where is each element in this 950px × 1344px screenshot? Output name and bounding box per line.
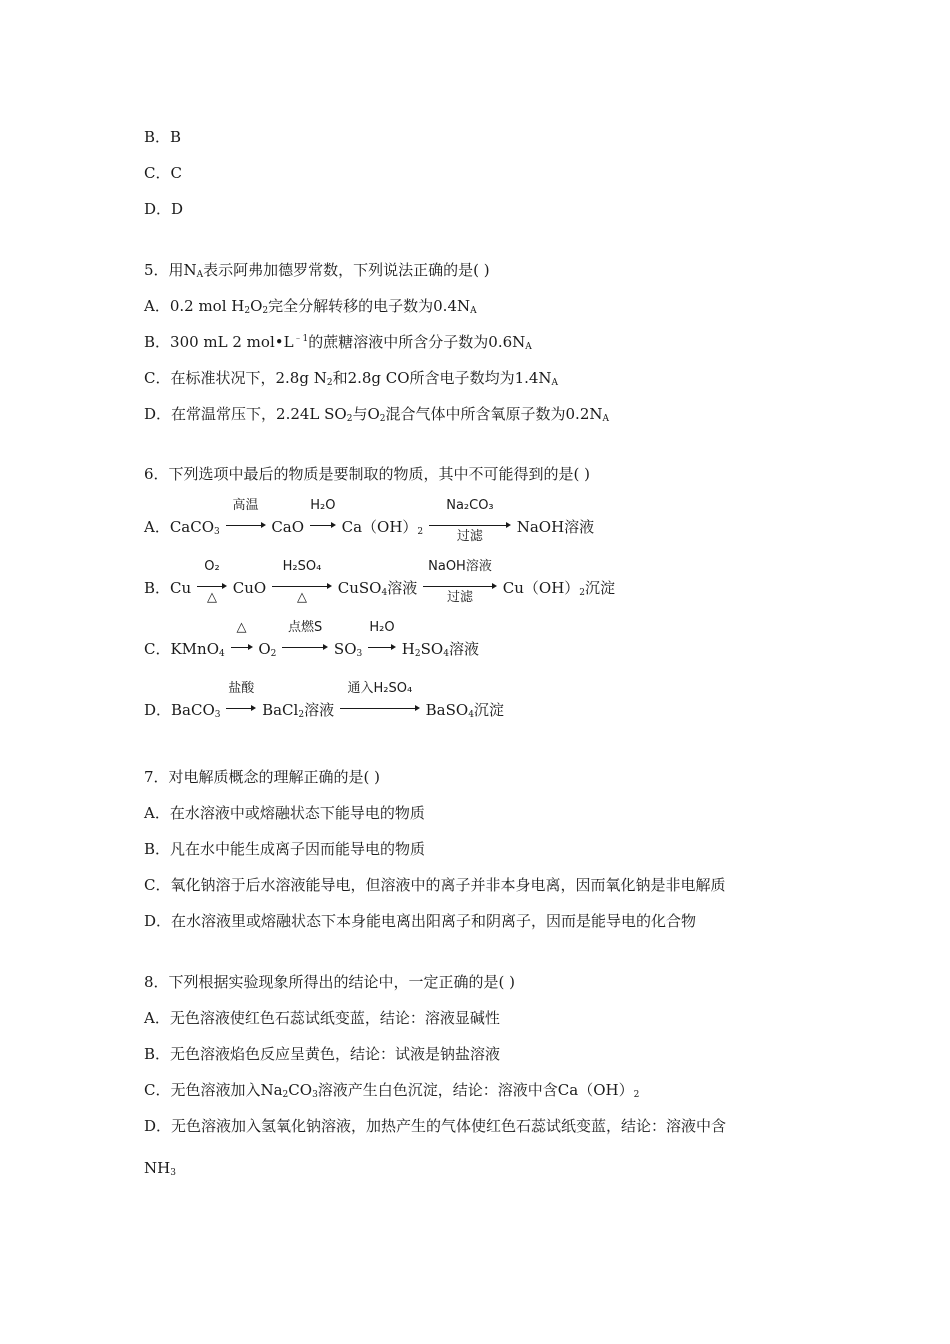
q8-option-b: B．无色溶液焰色反应呈黄色，结论：试液是钠盐溶液	[144, 1045, 501, 1063]
reaction-arrow: H₂O	[368, 634, 396, 654]
q6-option-b: B．Cu O₂ △ CuO H₂SO₄ △ CuSO$_4$溶液 NaOH溶液 过滤 $Cu(OH)_2$沉淀	[144, 559, 616, 605]
q7-option-c: C．氧化钠溶于后水溶液能导电，但溶液中的离子并非本身电离，因而氧化钠是非电解质	[144, 876, 726, 894]
reaction-arrow: 通入H₂SO₄	[340, 695, 420, 715]
q8-option-a: A．无色溶液使红色石蕊试纸变蓝，结论：溶液显碱性	[144, 1009, 500, 1027]
q5-option-a: A．0.2 mol $H_2O_2$完全分解转移的电子数为$0.4N_A$	[144, 297, 477, 316]
reaction-arrow: O₂ △	[197, 573, 227, 593]
reaction-arrow: △	[231, 634, 253, 654]
option-c: C．C	[144, 164, 182, 182]
q5-stem: 5．用$N_A$表示阿弗加德罗常数，下列说法正确的是( )	[144, 261, 490, 280]
q7-option-a: A．在水溶液中或熔融状态下能导电的物质	[144, 804, 425, 822]
reaction-arrow: 高温	[226, 512, 266, 532]
reaction-arrow: NaOH溶液 过滤	[423, 573, 497, 593]
q5-option-d: D．在常温常压下，2.24L $SO_2$与$O_2$混合气体中所含氧原子数为$0.2N_A$	[144, 405, 609, 424]
q7-option-b: B．凡在水中能生成离子因而能导电的物质	[144, 840, 426, 858]
q7-stem: 7．对电解质概念的理解正确的是( )	[144, 768, 381, 786]
q7-option-d: D．在水溶液里或熔融状态下本身能电离出阳离子和阴离子，因而是能导电的化合物	[144, 912, 697, 930]
option-b: B．B	[144, 128, 182, 146]
q8-option-c: C．无色溶液加入$Na_2CO_3$溶液产生白色沉淀，结论：溶液中含$Ca(OH)_2$	[144, 1081, 640, 1100]
q8-option-d: D．无色溶液加入氢氧化钠溶液，加热产生的气体使红色石蕊试纸变蓝，结论：溶液中含	[144, 1117, 727, 1135]
q6-option-a: A．CaCO$_3$ 高温 CaO H₂O $Ca(OH)_2$ Na₂CO₃ 过滤 NaOH溶液	[144, 498, 595, 544]
reaction-arrow: Na₂CO₃ 过滤	[429, 512, 511, 532]
q5-option-c: C．在标准状况下，2.8g $N_2$和2.8g CO所含电子数均为$1.4N_A$	[144, 369, 559, 388]
reaction-arrow: H₂O	[310, 512, 336, 532]
reaction-arrow: H₂SO₄ △	[272, 573, 332, 593]
q8-stem: 8．下列根据实验现象所得出的结论中，一定正确的是( )	[144, 973, 516, 991]
q6-stem: 6．下列选项中最后的物质是要制取的物质，其中不可能得到的是( )	[144, 465, 591, 483]
q5-option-b: B．300 mL 2 $mol•L^{﹣1}$的蔗糖溶液中所含分子数为$0.6N_A$	[144, 333, 532, 352]
q6-option-c: C．KMnO$_4$ △ $O_2$ 点燃S $SO_3$ H₂O $H_2SO_4$溶液	[144, 620, 479, 659]
reaction-arrow: 盐酸	[226, 695, 256, 715]
q6-option-d: D．BaCO$_3$ 盐酸 BaCl$_2$溶液 通入H₂SO₄ BaSO$_4$沉淀	[144, 681, 504, 720]
reaction-arrow: 点燃S	[282, 634, 328, 654]
q8-option-d-continued: $NH_3$	[144, 1159, 176, 1178]
option-d: D．D	[144, 200, 184, 218]
